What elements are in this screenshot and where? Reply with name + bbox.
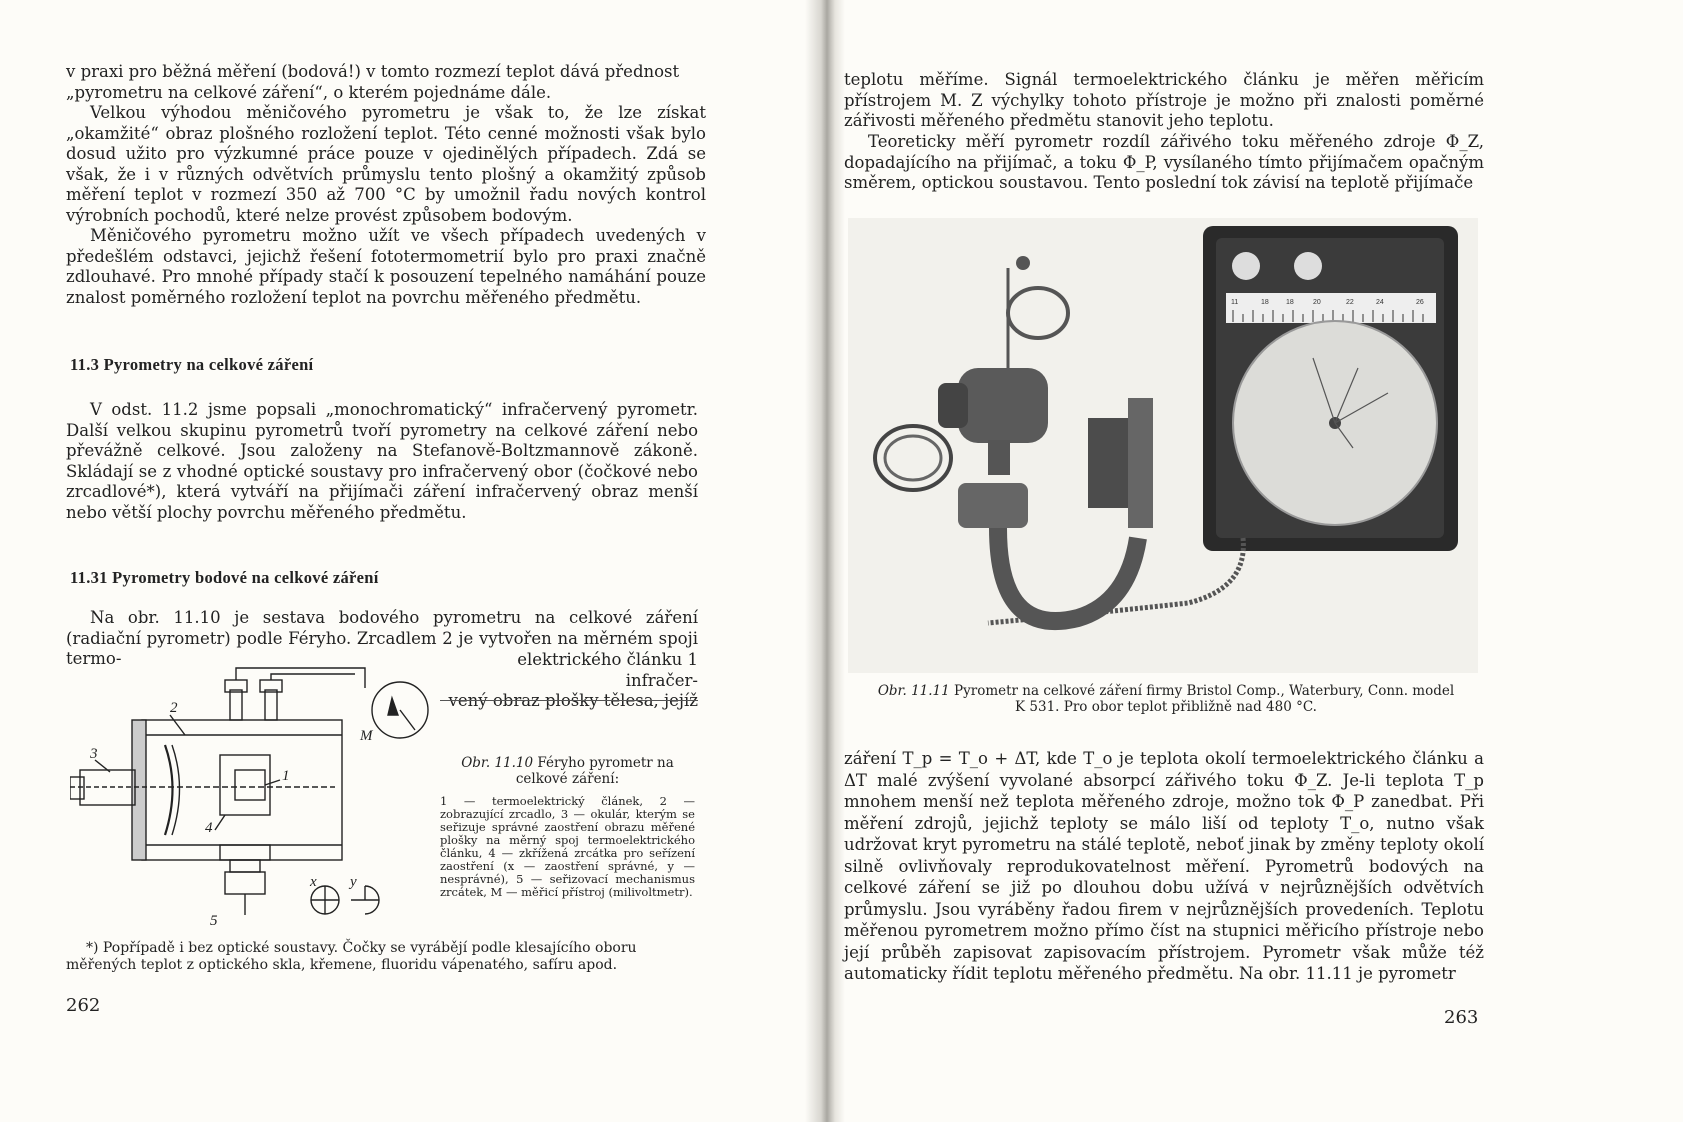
caption-11-10	[440, 755, 695, 899]
paragraph-top: teplotu měříme. Signál termoelektrického článku je měřen měřicím přístrojem M. Z výchylky tohoto přístroje je možno při znalosti poměrné zářivosti měřeného předmětu stanovit jeho teplotu.	[844, 70, 1484, 130]
caption-11-10-body: 1 — termoelektrický článek, 2 — zobrazující zrcadlo, 3 — okulár, kterým se seřizuje správné zaostření obrazu měřené plošky na měrný spoj termoelektrického článku, 4 — zkřížená zrcátka pro seřízení zaostření (x — zaostření správné, y — nesprávné), 5 — seřizovací mechanismus zrcátek, M — měřicí přístroj (milivoltmetr).	[440, 794, 695, 899]
scale-tick-2: 18	[1286, 299, 1294, 306]
figure-label-x: x	[310, 874, 317, 890]
figure-label-3: 3	[90, 746, 98, 762]
page-left	[0, 0, 820, 1122]
scale-tick-3: 20	[1313, 299, 1321, 306]
scale-tick-1: 18	[1261, 299, 1269, 306]
figure-label-y: y	[350, 874, 357, 890]
divider	[440, 700, 698, 701]
page-right	[826, 0, 1683, 1122]
scale-tick-0: 11	[1231, 299, 1239, 306]
caption-11-10-label: Obr. 11.10	[461, 755, 534, 771]
figure-11-10-diagram	[70, 660, 440, 930]
paragraph-11-31-a: Na obr. 11.10 je sestava bodového pyrometru na celkové záření (radiační pyrometr) podle Féryho. Zrcadlem 2 je vytvořen na měrném spoji termo-	[66, 608, 698, 668]
figure-11-11-photo	[848, 218, 1478, 673]
figure-label-1: 1	[282, 768, 290, 784]
heading-11-3: 11.3 Pyrometry na celkové záření	[70, 355, 314, 374]
figure-label-4: 4	[205, 820, 213, 836]
paragraph-11-3: V odst. 11.2 jsme popsali „monochromatický“ infračervený pyrometr. Další velkou skupinu pyrometrů tvoří pyrometry na celkové záření nebo převážně celkové. Jsou založeny na Stefanově-Boltzmannově zákoně. Skládají se z vhodné optické soustavy pro infračervený obor (čočkové nebo zrcadlové*), která vytváří na přijímači záření infračervený obraz menší nebo větší plochy povrchu měřeného předmětu.	[66, 400, 698, 522]
heading-11-31: 11.31 Pyrometry bodové na celkové záření	[70, 568, 379, 587]
caption-11-11-line-2: K 531. Pro obor teplot přibližně nad 480 °C.	[1015, 699, 1317, 715]
figure-label-2: 2	[170, 700, 178, 716]
paragraph-theory: Teoreticky měří pyrometr rozdíl zářivého toku měřeného zdroje Φ_Z, dopadajícího na přijímač, a toku Φ_P, vysílaného tímto přijímačem opačným směrem, optickou soustavou. Tento poslední tok závisí na teplotě přijímače	[844, 132, 1484, 192]
caption-11-11	[836, 683, 1496, 715]
paragraph-11-31-b	[440, 650, 698, 712]
scale-tick-5: 24	[1376, 299, 1384, 306]
scale-tick-4: 22	[1346, 299, 1354, 306]
paragraph-bottom: záření T_p = T_o + ΔT, kde T_o je teplota okolí termoelektrického článku a ΔT malé zvýšení vyvolané absorpcí zářivého toku Φ_Z. Je-li teplota T_p mnohem menší než teplota měřeného zdroje, možno tok Φ_P zanedbat. Při měření zdrojů, jejichž teploty se málo liší od teploty T_o, nutno však udržovat kryt pyrometru na stálé teplotě, neboť jinak by změny teploty okolí silně ovlivňovaly reprodukovatelnost měření. Pyrometrů bodových na celkové záření se již po dlouhou dobu užívá v nejrůznějších odvětvích průmyslu. Jsou vyráběny řadou firem v nejrůznějších provedeních. Teplotu měřenou pyrometrem možno přímo číst na stupnici měřicího přístroje nebo její průběh zapisovat zapisovacím přístrojem. Pyrometr však může též automaticky řídit teplotu měřeného předmětu. Na obr. 11.11 je pyrometr	[844, 749, 1484, 983]
scale-tick-6: 26	[1416, 299, 1424, 306]
left-intro	[66, 62, 706, 308]
paragraph-use: Měničového pyrometru možno užít ve všech případech uvedených v předešlém odstavci, jejichž řešení fototermometrií bylo pro praxi značně zdlouhavé. Pro mnohé případy stačí k posouzení tepelného namáhání pouze znalost poměrného rozložení teplot na povrchu měřeného předmětu.	[66, 226, 706, 307]
footnote: *) Popřípadě i bez optické soustavy. Čočky se vyrábějí podle klesajícího oboru měřených teplot z optického skla, křemene, fluoridu vápenatého, safíru apod.	[66, 940, 637, 973]
intro-line-2: „pyrometru na celkové záření“, o kterém pojednáme dále.	[66, 82, 552, 102]
figure-label-m: M	[360, 728, 373, 744]
page-number-left: 262	[66, 995, 101, 1016]
page-number-right: 263	[1444, 1007, 1479, 1028]
caption-11-11-label: Obr. 11.11	[877, 683, 950, 699]
figure-label-5: 5	[210, 913, 218, 929]
caption-11-11-text: Pyrometr na celkové záření firmy Bristol Comp., Waterbury, Conn. model	[954, 683, 1455, 699]
paragraph-advantage: Velkou výhodou měničového pyrometru je však to, že lze získat „okamžité“ obraz plošného rozložení teplot. Této cenné možnosti však bylo dosud užito pro výzkumné práce pouze v ojedinělých případech. Zdá se však, že i v různých odvětvích průmyslu tento plošný a okamžitý způsob měření teplot v rozmezí 350 až 700 °C by umožnil řadu nových kontrol výrobních pochodů, které nelze provést způsobem bodovým.	[66, 103, 706, 225]
caption-11-10-title: Féryho pyrometr na celkové záření:	[515, 755, 674, 787]
paragraph-11-31-b-line-2: vený obraz plošky tělesa, jejíž	[448, 691, 698, 710]
intro-line-1: v praxi pro běžná měření (bodová!) v tomto rozmezí teplot dává přednost	[66, 62, 680, 81]
paragraph-11-31-b-line-1: elektrického článku 1 infračer-	[517, 650, 698, 690]
